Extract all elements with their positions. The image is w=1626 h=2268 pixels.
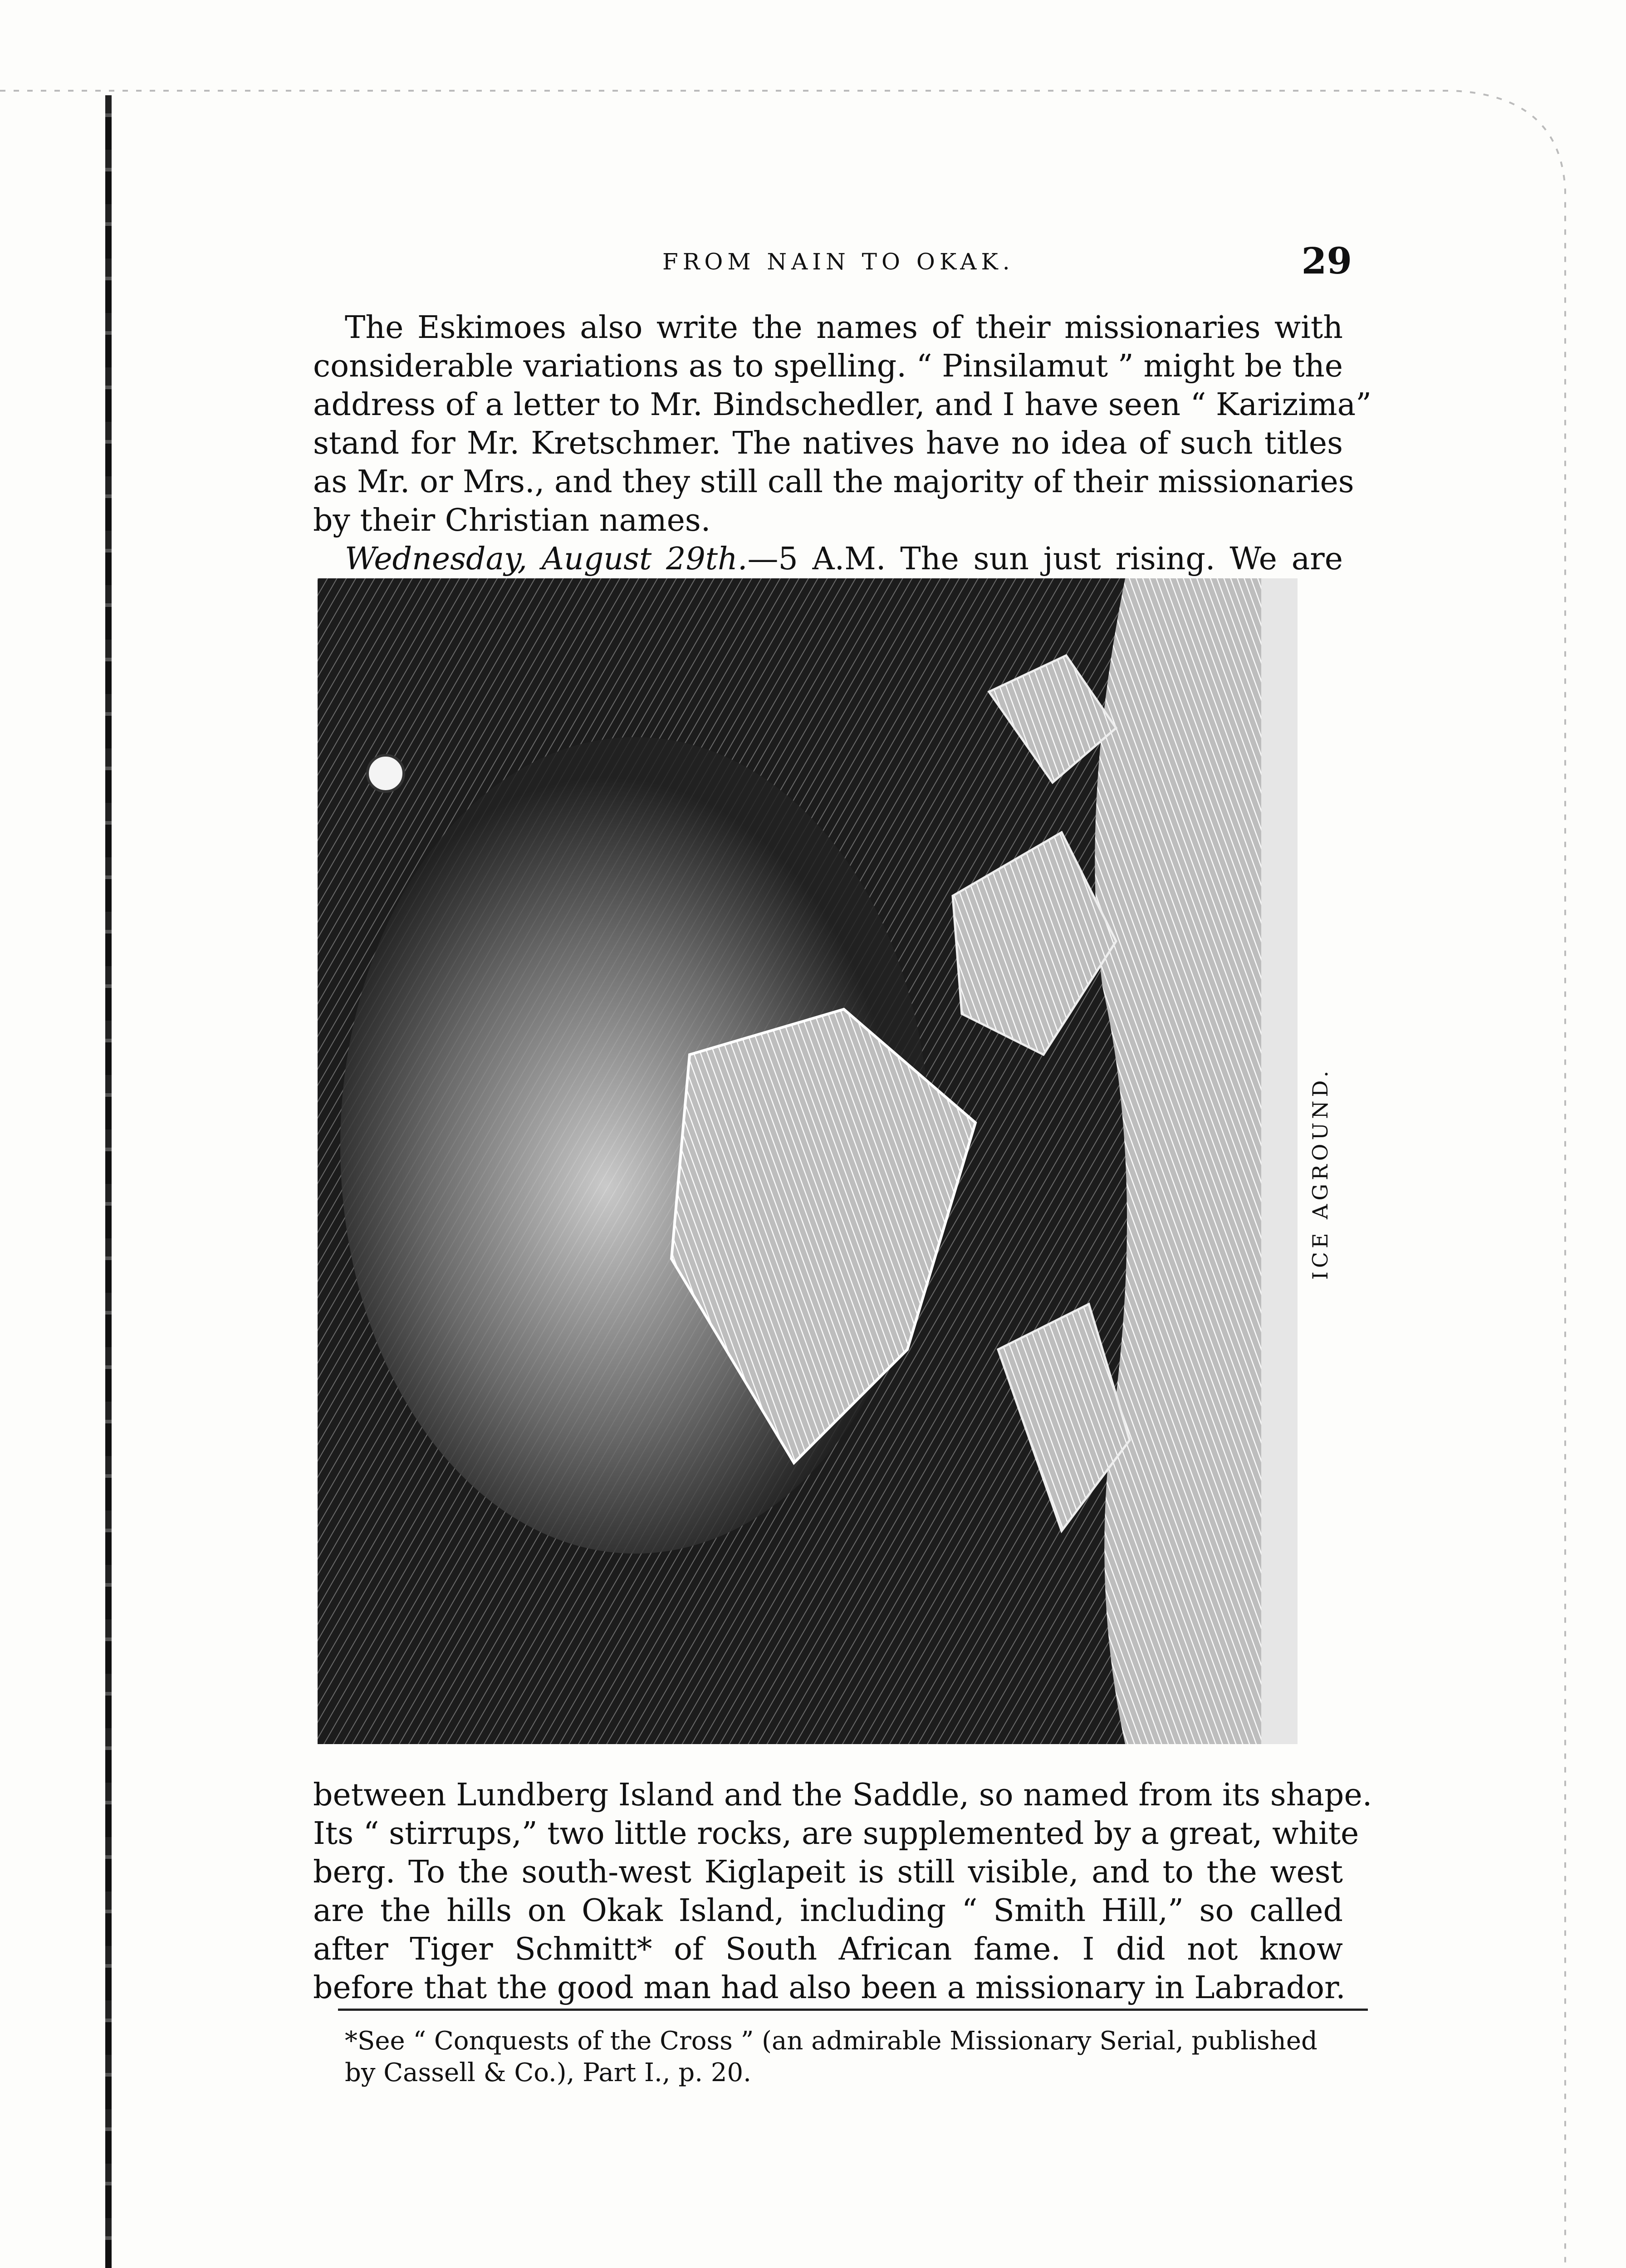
text-line: The Eskimoes also write the names of their missionaries with xyxy=(345,310,1343,346)
footnote-line: by Cassell & Co.), Part I., p. 20. xyxy=(345,2058,751,2087)
footnote-line: *See “ Conquests of the Cross ” (an admirable Missionary Serial, published xyxy=(345,2026,1317,2056)
text-line: stand for Mr. Kretschmer. The natives have no idea of such titles xyxy=(313,425,1343,461)
paragraph-date xyxy=(313,540,1343,578)
caption-text: ICE AGROUND. xyxy=(1308,1067,1332,1280)
page-number: 29 xyxy=(1301,240,1352,282)
text-line: Its “ stirrups,” two little rocks, are supplemented by a great, white xyxy=(313,1816,1359,1852)
date-rest: —5 A.M. The sun just rising. We are xyxy=(747,541,1343,577)
illustration-caption xyxy=(1302,1043,1338,1315)
ice-aground-illustration xyxy=(318,578,1298,1744)
text-line: by their Christian names. xyxy=(313,503,711,538)
text-line: berg. To the south-west Kiglapeit is still visible, and to the west xyxy=(313,1854,1343,1890)
text-line: are the hills on Okak Island, including “ Smith Hill,” so called xyxy=(313,1893,1343,1929)
paragraph-lundberg xyxy=(313,1776,1372,2007)
paragraph-spelling xyxy=(313,308,1371,540)
text-line: considerable variations as to spelling. “ Pinsilamut ” might be the xyxy=(313,348,1343,384)
text-line: before that the good man had also been a missionary in Labrador. xyxy=(313,1970,1346,2006)
date-italic: Wednesday, August 29th. xyxy=(345,541,748,577)
text-line xyxy=(313,540,1343,578)
text-line: after Tiger Schmitt* of South African fame. I did not know xyxy=(313,1931,1343,1967)
text-line: as Mr. or Mrs., and they still call the majority of their missionaries xyxy=(313,464,1354,500)
page-header xyxy=(309,240,1352,285)
running-head: FROM NAIN TO OKAK. xyxy=(662,249,1014,275)
engraving-picture xyxy=(318,578,1298,1744)
footnote-rule xyxy=(338,2009,1368,2011)
footnote xyxy=(345,2025,1370,2089)
text-line: address of a letter to Mr. Bindschedler, and I have seen “ Karizima” xyxy=(313,387,1371,423)
text-line: between Lundberg Island and the Saddle, so named from its shape. xyxy=(313,1777,1372,1813)
binding-edge xyxy=(105,95,112,2268)
